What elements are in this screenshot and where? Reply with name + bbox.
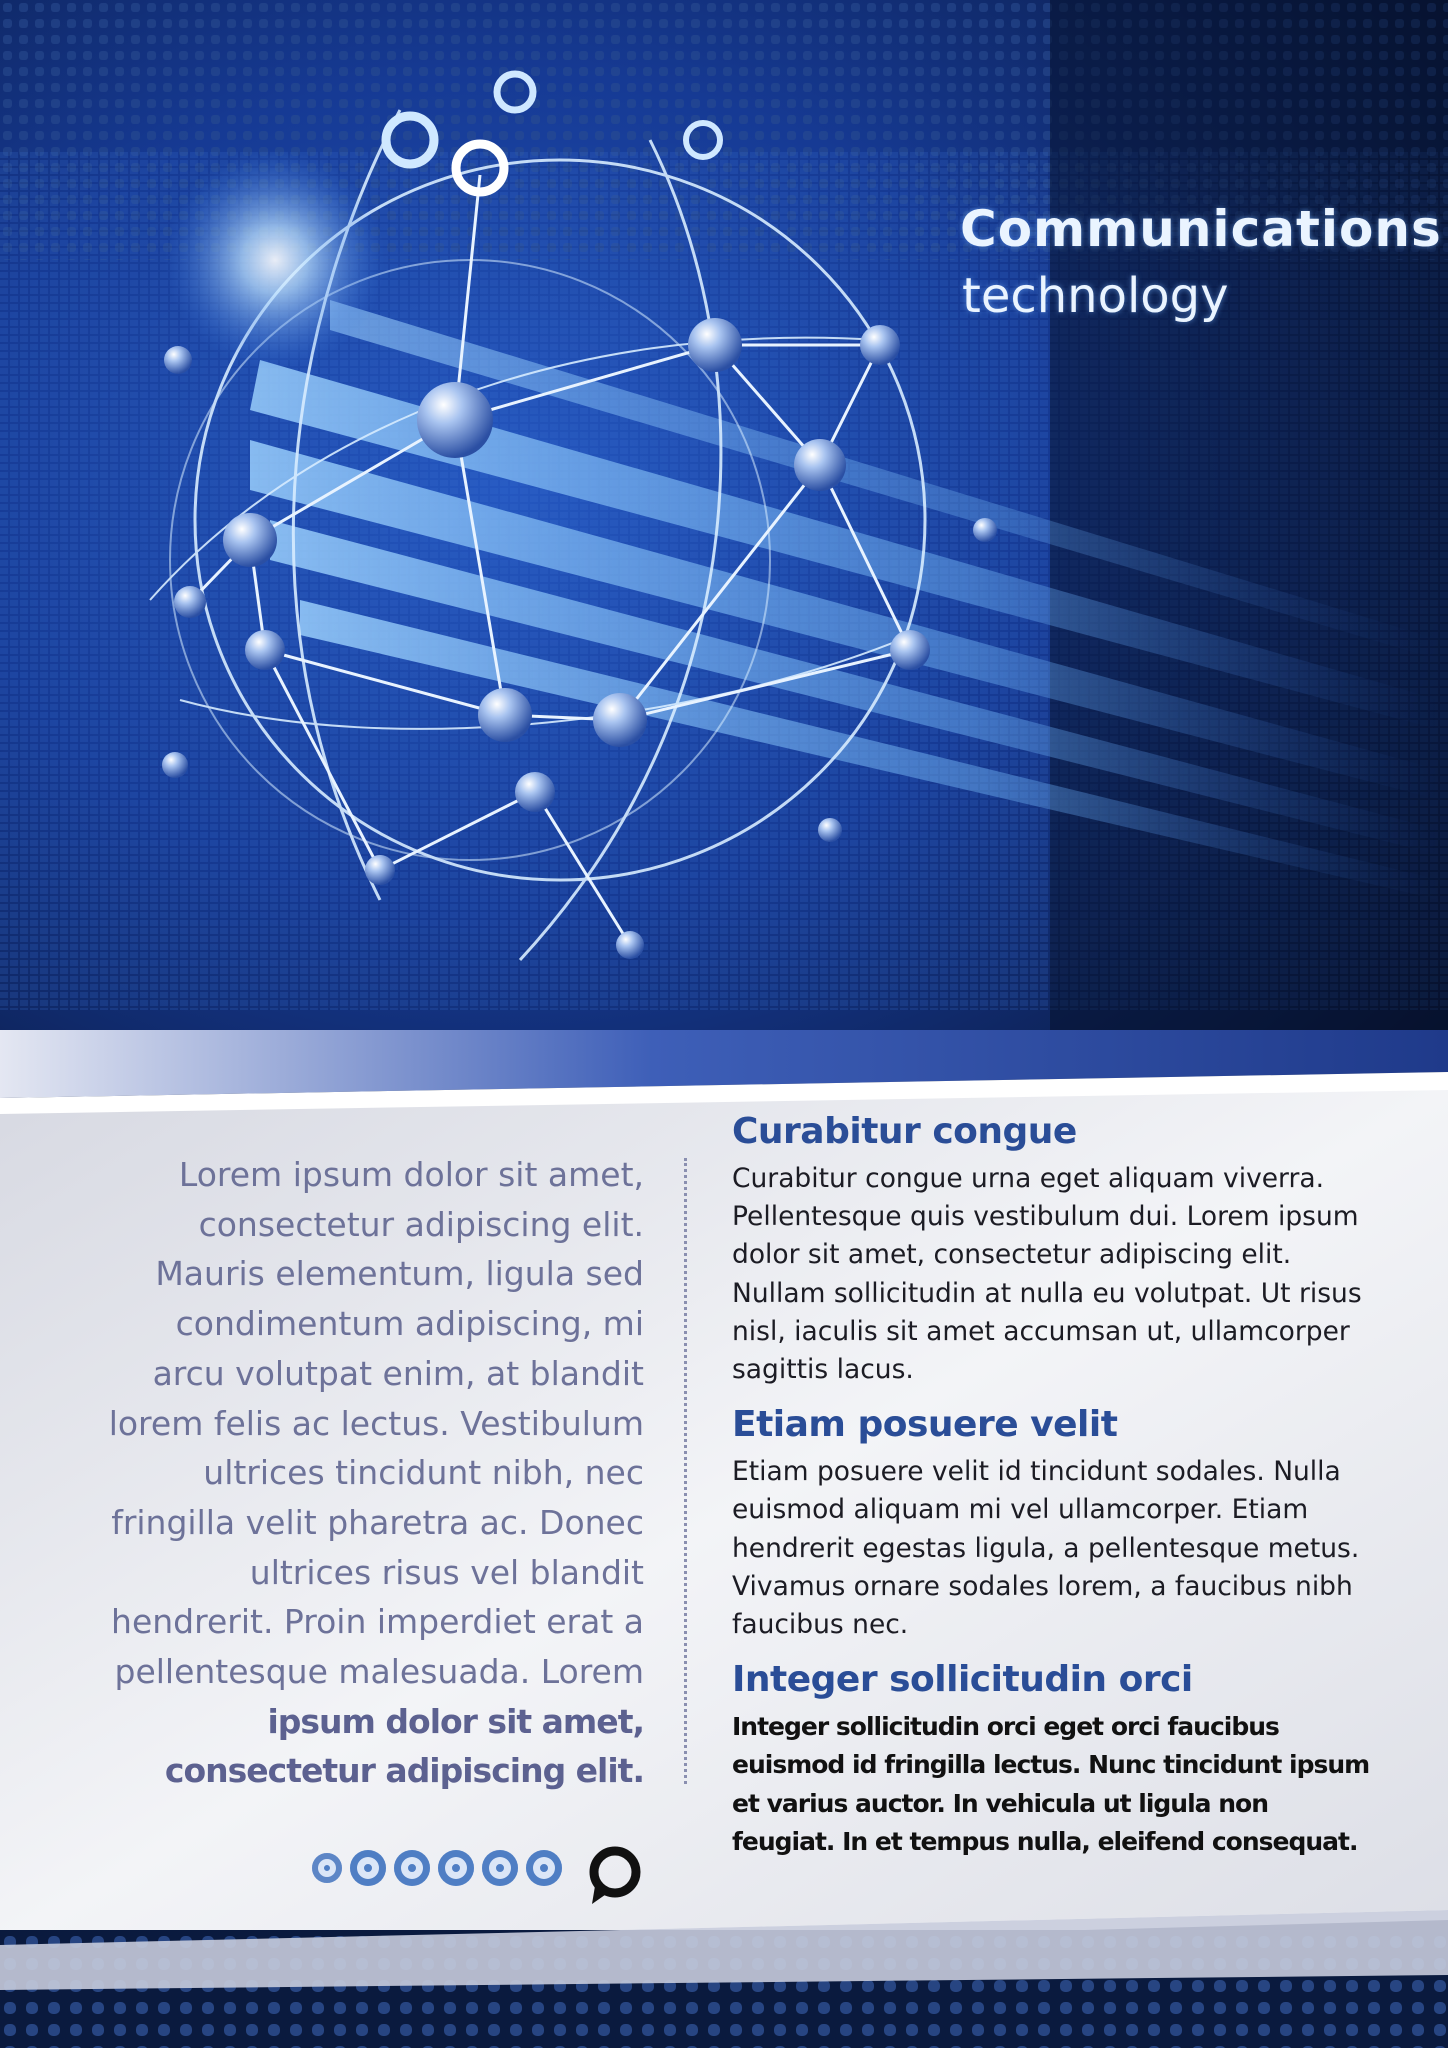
circle-dot bbox=[482, 1850, 518, 1886]
section-body: Integer sollicitudin orci eget orci faucibus euismod id fringilla lectus. Nunc tincidunt ipsum et varius auctor. In vehicula ut ligula non feugiat. In et tempus nulla, eleifend consequat. bbox=[732, 1712, 1370, 1856]
decorative-dots bbox=[312, 1850, 562, 1886]
circle-dot bbox=[526, 1850, 562, 1886]
lead-line: consectetur adipiscing elit. bbox=[198, 1204, 644, 1244]
header-subtitle: technology bbox=[962, 268, 1229, 324]
lead-emphasis-line: ipsum dolor sit amet, bbox=[267, 1701, 644, 1741]
header-title: Communications bbox=[960, 200, 1442, 258]
dotted-divider bbox=[684, 1158, 687, 1784]
section-heading: Etiam posuere velit bbox=[732, 1404, 1118, 1446]
lead-emphasis-line: consectetur adipiscing elit. bbox=[164, 1751, 644, 1791]
circle-dot bbox=[438, 1850, 474, 1886]
circle-dot bbox=[350, 1850, 386, 1886]
lead-line: lorem felis ac lectus. Vestibulum bbox=[108, 1403, 644, 1443]
lead-line: ultrices tincidunt nibh, nec bbox=[203, 1453, 644, 1493]
circle-dot bbox=[394, 1850, 430, 1886]
section-body: Etiam posuere velit id tincidunt sodales. Nulla euismod aliquam mi vel ullamcorper. Etiam hendrerit egestas ligula, a pellentesque metus. Vivamus ornare sodales lorem, a faucibus nibh faucibus nec. bbox=[732, 1456, 1360, 1641]
section-body: Curabitur congue urna eget aliquam viverra. Pellentesque quis vestibulum dui. Lorem ipsum dolor sit amet, consectetur adipiscing elit. Nullam sollicitudin at nulla eu volutpat. Ut risus nisl, iaculis sit amet accumsan ut, ullamcorper sagittis lacus. bbox=[732, 1163, 1362, 1386]
lead-paragraph bbox=[80, 1150, 644, 1796]
lead-line: Lorem ipsum dolor sit amet, bbox=[178, 1155, 644, 1194]
lead-line: fringilla velit pharetra ac. Donec bbox=[111, 1502, 644, 1542]
section-heading: Curabitur congue bbox=[732, 1111, 1077, 1152]
lead-line: Mauris elementum, ligula sed bbox=[155, 1254, 644, 1294]
lead-line: condimentum adipiscing, mi bbox=[175, 1304, 644, 1344]
lead-line: ultrices risus vel blandit bbox=[249, 1552, 644, 1592]
circle-dot bbox=[312, 1853, 342, 1883]
lead-line: pellentesque malesuada. Lorem bbox=[114, 1652, 644, 1692]
speech-bubble-icon bbox=[586, 1846, 642, 1906]
sections-column bbox=[732, 1104, 1372, 1869]
section-heading: Integer sollicitudin orci bbox=[732, 1659, 1193, 1701]
lead-line: arcu volutpat enim, at blandit bbox=[152, 1353, 644, 1393]
lead-line: hendrerit. Proin imperdiet erat a bbox=[111, 1602, 644, 1642]
